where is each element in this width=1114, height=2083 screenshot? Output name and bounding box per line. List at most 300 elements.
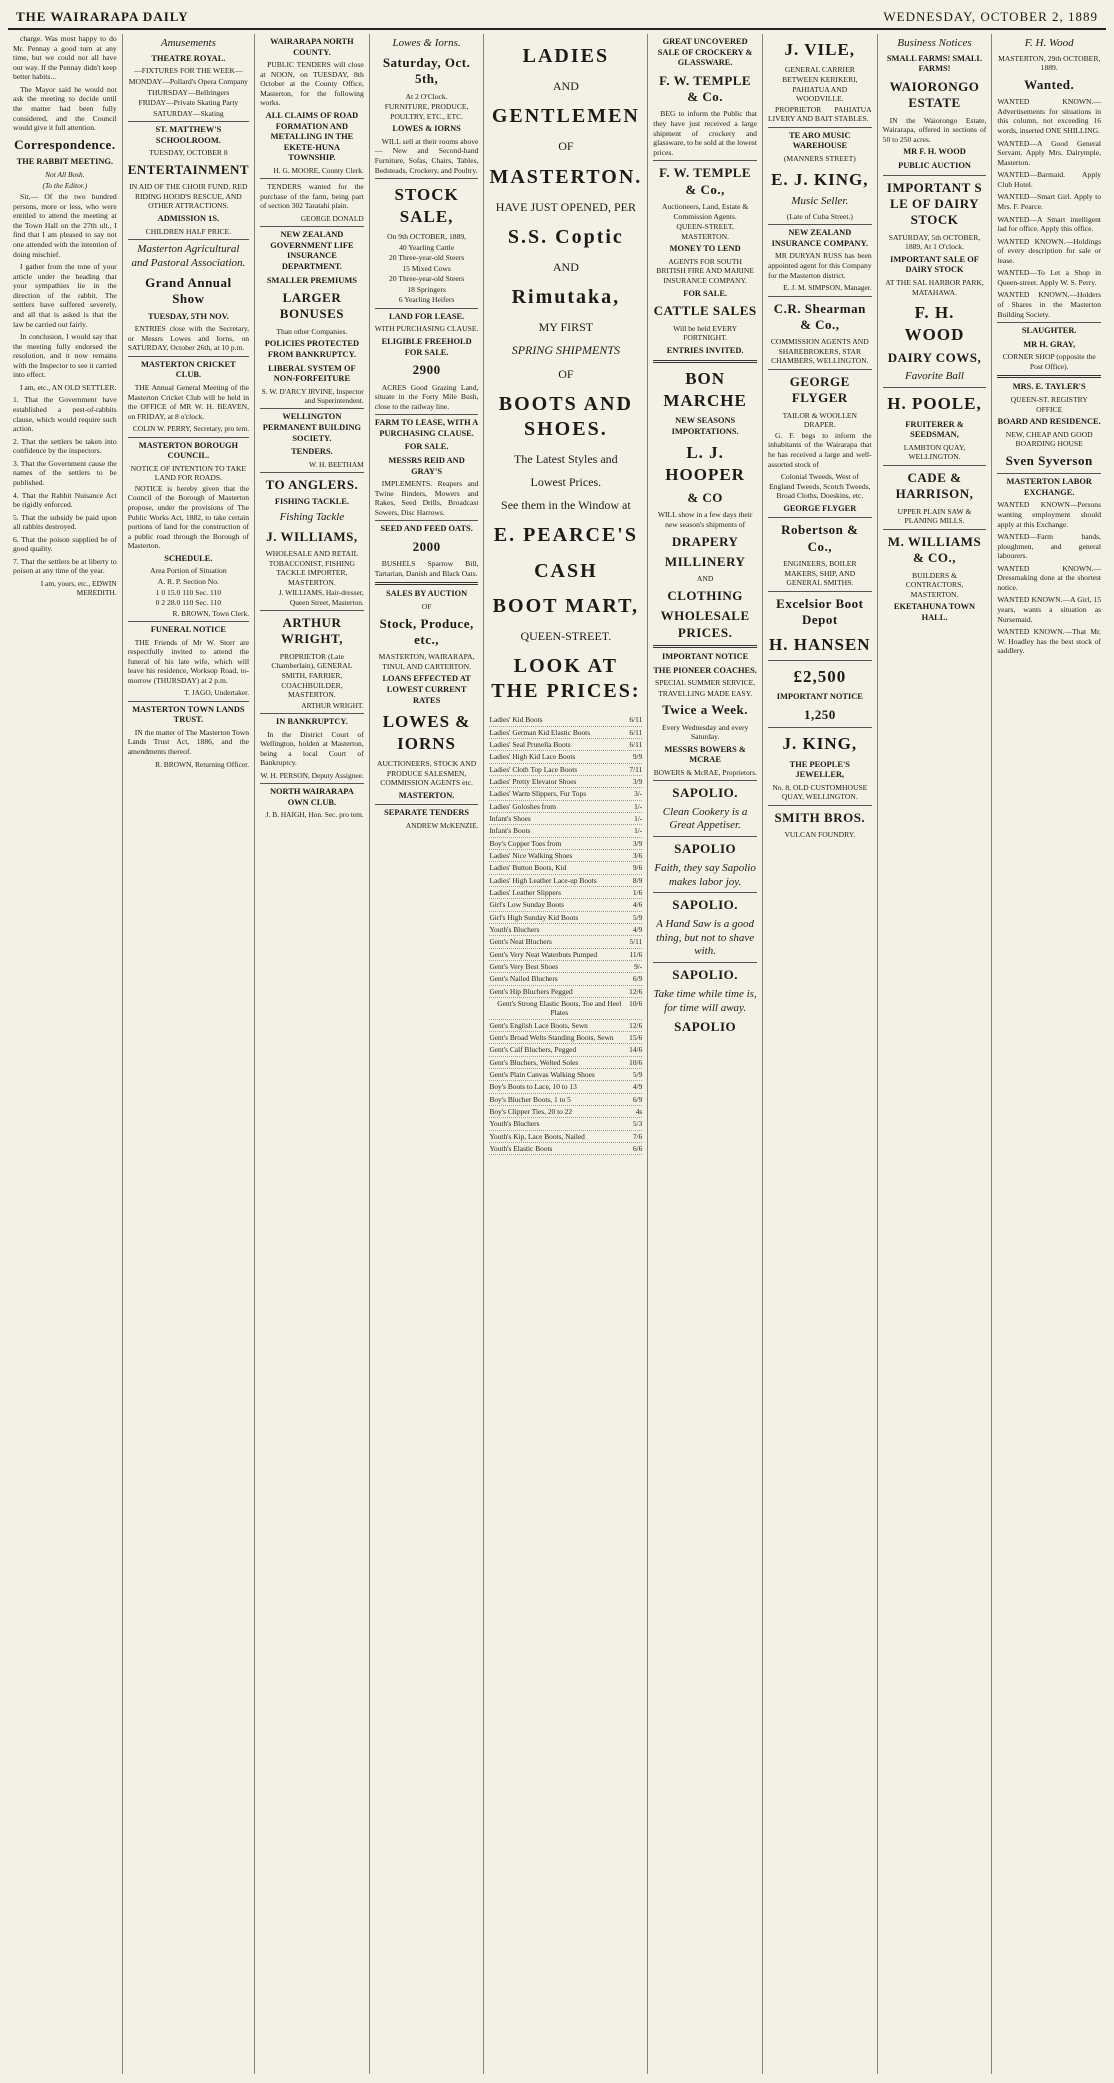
letter-paragraph: I am, etc., AN OLD SETTLER. — [20, 382, 117, 392]
price-value: 1/- — [634, 826, 643, 836]
auctioneers-name: F. W. TEMPLE & Co., — [659, 165, 752, 197]
price-value: 1/- — [634, 814, 643, 824]
price-value: 8/9 — [632, 875, 643, 885]
funeral-title: FUNERAL NOTICE — [150, 625, 226, 635]
firm-roles: AUCTIONEERS, STOCK AND PRODUCE SALESMEN, COMMISSION AGENTS etc. — [376, 759, 477, 788]
land-signature: R. BROWN, Returning Officer. — [155, 759, 250, 769]
price-value: 3/9 — [632, 838, 643, 848]
price-row — [489, 887, 642, 899]
auction-title: PUBLIC AUCTION — [898, 161, 971, 171]
gray-desc: CORNER SHOP (opposite the Post Office). — [1002, 352, 1096, 371]
cade-name: CADE & HARRISON, — [895, 469, 974, 502]
ship-rimutaka: Rimutaka, — [511, 286, 621, 309]
price-item: Boy's Boots to Lace, 10 to 13 — [489, 1082, 577, 1092]
price-item: Girl's High Sunday Kid Boots — [489, 912, 579, 922]
robertson-desc: ENGINEERS, BOILER MAKERS, SHIP, AND GENERAL SMITHS. — [783, 559, 857, 588]
opened-text: HAVE JUST OPENED, PER — [495, 199, 636, 214]
funeral-body: THE Friends of Mr W. Storr are respectfully invited to attend the funeral of his late wife, which will leave his residence, Worksop Road, to-morrow (THURSDAY) at 2 p.m. — [127, 637, 250, 685]
price-item: Ladies' Nice Walking Shoes — [489, 851, 573, 861]
ship-coptic: S.S. Coptic — [507, 225, 624, 248]
price-row — [489, 727, 642, 739]
price-item: Infant's Shoes — [489, 814, 531, 824]
schedule-signature: R. BROWN, Town Clerk. — [172, 608, 250, 618]
reward-amount: £2,500 — [793, 666, 847, 686]
and-text: AND — [552, 260, 579, 275]
price-value: 4/9 — [632, 1082, 643, 1092]
price-item: Youth's Kip, Lace Boots, Nailed — [489, 1131, 585, 1141]
price-value: 3/- — [634, 789, 643, 799]
price-item: Gent's Very Best Shoes — [489, 962, 559, 972]
lease-title: LAND FOR LEASE. — [389, 311, 465, 321]
price-value: 9/9 — [632, 752, 643, 762]
poole-desc: FRUITERER & SEEDSMAN, — [905, 419, 964, 440]
messrs-title: MESSRS REID AND GRAY'S — [388, 455, 465, 476]
point-item: 3. That the Government cause the names of the settlers to be published. — [13, 458, 117, 487]
stock-item: 20 Three-year-old Steers — [388, 253, 465, 263]
column-3 — [255, 34, 370, 2074]
shearman-name: C.R. Shearman & Co., — [773, 300, 866, 332]
divider — [260, 178, 364, 179]
column-5 — [484, 34, 648, 2074]
divider — [375, 804, 479, 805]
and-text: AND — [552, 79, 579, 94]
slaughter: SLAUGHTER. — [1021, 326, 1077, 336]
club-signature: J. B. HAIGH, Hon. Sec. pro tem. — [265, 810, 364, 820]
divider — [768, 369, 872, 370]
sapolio-heading: SAPOLIO — [674, 841, 737, 857]
mart-text: BOOT MART, — [492, 594, 640, 617]
cash-text: CASH — [534, 559, 598, 582]
board: BOARD AND RESIDENCE. — [997, 417, 1101, 427]
school-title: ST. MATTHEW'S SCHOOLROOM. — [155, 125, 222, 145]
auction-items: Stock, Produce, etc., — [379, 615, 474, 647]
twice-a-week: Twice a Week. — [662, 702, 749, 718]
fixtures-heading: —FIXTURES FOR THE WEEK— — [134, 66, 243, 76]
tenders2-title: TENDERS. — [291, 447, 333, 457]
auctioneers-desc: Auctioneers, Land, Estate & Commission Agents. — [662, 202, 749, 221]
price-item: Girl's Low Sunday Boots — [489, 900, 565, 910]
schedule-row: Area Portion of Situation — [150, 566, 227, 576]
bon-marche: BON MARCHE — [663, 369, 747, 410]
price-value: 1/- — [634, 801, 643, 811]
money-to-lend: MONEY TO LEND — [669, 244, 741, 254]
hansen-name: H. HANSEN — [769, 634, 871, 654]
price-row — [489, 862, 642, 874]
price-value: 4/6 — [632, 900, 643, 910]
pioneer-signature: BOWERS & McRAE, Proprietors. — [653, 767, 757, 777]
of-text: OF — [558, 139, 574, 154]
price-row — [489, 751, 642, 763]
insurance-title: NEW ZEALAND GOVERNMENT LIFE INSURANCE DEPARTMENT. — [270, 230, 354, 271]
jking-place: No. 8, OLD CUSTOMHOUSE QUAY, WELLINGTON. — [772, 782, 868, 802]
styles-text: The Latest Styles and — [514, 452, 618, 467]
ladies-heading: LADIES — [522, 45, 610, 67]
school-desc: IN AID OF THE CHOIR FUND. RED RIDING HOOD'S RESCUE, AND OTHER ATTRACTIONS. — [129, 182, 248, 211]
divider — [260, 408, 364, 409]
flygger-goods: Colonial Tweeds, West of England Tweeds, Scotch Tweeds, Broad Cloths, Doeskins, etc. — [769, 472, 871, 501]
shearman-desc: COMMISSION AGENTS AND SHAREBROKERS, STAR CHAMBERS, WELLINGTON. — [770, 337, 869, 366]
insurance-line: LIBERAL SYSTEM OF NON-FORFEITURE — [268, 363, 356, 384]
wanted-item: WANTED—To Let a Shop in Queen-street. Apply W. S. Perry. — [997, 268, 1102, 287]
point-item: 7. That the settlers be at liberty to poison at any time of the year. — [13, 556, 117, 576]
point-item: 2. That the settlers be taken into confidence by the inspectors. — [13, 436, 117, 456]
williams-name: M. WILLIAMS & CO., — [887, 533, 982, 566]
divider — [768, 660, 872, 661]
sapolio-heading: SAPOLIO — [674, 1019, 737, 1035]
price-item: Ladies' Cloth Top Lace Boots — [489, 764, 578, 774]
price-row — [489, 714, 642, 726]
price-value: 7/6 — [632, 1131, 643, 1141]
land-body: IN the matter of The Masterton Town Lands Trust Act, 1886, and the amendments thereof. — [127, 727, 250, 757]
bankruptcy-signature: W. H. PERSON, Deputy Assignee. — [260, 770, 364, 780]
sapolio-heading: SAPOLIO. — [672, 785, 738, 801]
price-row — [489, 986, 642, 998]
society-title: Masterton Agricultural and Pastoral Association. — [131, 243, 246, 270]
wanted-item: WANTED—Smart Girl. Apply to Mrs. F. Pearce. — [997, 192, 1102, 211]
price-row — [489, 1032, 642, 1044]
anglers-heading: TO ANGLERS. — [265, 477, 359, 493]
cattle-sub: Will be held EVERY FORTNIGHT. — [673, 323, 738, 343]
important-notice: IMPORTANT NOTICE — [662, 651, 749, 661]
wanted-item: WANTED KNOWN.—Holders of Shares in the Masterton Building Society. — [997, 290, 1102, 319]
firm-heading: Lowes & Iorns. — [392, 37, 461, 49]
divider — [128, 121, 249, 122]
fishing-sub: Fishing Tackle — [279, 510, 345, 523]
reward-amount-2: 1,250 — [803, 706, 836, 722]
land-title: MASTERTON TOWN LANDS TRUST. — [132, 704, 245, 725]
wood-big: F. H. WOOD — [904, 303, 965, 344]
sapolio-quote: Take time while time is, for time will away. — [653, 987, 757, 1014]
show-date: TUESDAY, 5TH NOV. — [148, 311, 229, 321]
theatre-title: THEATRE ROYAL. — [151, 53, 226, 63]
price-row — [489, 1106, 642, 1118]
price-value: 10/6 — [629, 999, 643, 1008]
column-4 — [370, 34, 485, 2074]
divider — [128, 239, 249, 240]
sapolio-quote: Clean Cookery is a Great Appetiser. — [662, 805, 748, 832]
divider — [768, 517, 872, 518]
sapolio-heading: SAPOLIO. — [672, 897, 738, 913]
summer: SPECIAL SUMMER SERVICE, — [655, 678, 756, 688]
sale-time: At 2 O'Clock. — [405, 91, 448, 101]
acres-body: ACRES Good Grazing Land, situate in the Forty Mile Bush, close to the railway line. — [374, 382, 479, 411]
insurance-line: LARGER BONUSES — [279, 290, 344, 322]
price-value: 6/9 — [632, 1094, 643, 1104]
price-value: 6/11 — [629, 715, 643, 725]
price-item: Youth's Bluchers — [489, 925, 540, 935]
store-name: E. PEARCE'S — [493, 524, 638, 547]
price-item: Ladies' High Kid Lace Boots — [489, 752, 576, 762]
divider — [128, 701, 249, 702]
smith-desc: VULCAN FOUNDRY. — [784, 830, 856, 840]
messrs-bowers: MESSRS BOWERS & MCRAE — [664, 744, 746, 765]
letter-paragraph: In conclusion, I would say that the meeting fully endorsed the resolution, and it now remains with the Inspector to see it carried into effect. — [13, 332, 117, 380]
point-item: 6. That the poison supplied be of good quality. — [13, 534, 117, 554]
exchange-item: WANTED—Farm hands, ploughmen, and general labourers. — [997, 532, 1102, 561]
divider — [653, 160, 757, 161]
price-item: Gent's Plain Canvas Walking Shoes — [489, 1069, 595, 1079]
exchange-item: WANTED KNOWN.—That Mr. W. Hoadley has the best stock of saddlery. — [997, 627, 1102, 656]
sapolio-heading: SAPOLIO. — [672, 967, 738, 983]
wright-name: ARTHUR WRIGHT, — [280, 615, 343, 647]
stock-item: 15 Mixed Cows — [402, 263, 451, 273]
letter-addressee: (To the Editor.) — [42, 180, 88, 190]
registry: QUEEN-ST. REGISTRY OFFICE — [1010, 395, 1088, 414]
sven-name: Sven Syverson — [1005, 452, 1093, 468]
schedule-title: SCHEDULE. — [164, 553, 213, 563]
price-item: Boy's Copper Toes from — [489, 838, 562, 848]
divider — [653, 360, 757, 363]
cricket-title: MASTERTON CRICKET CLUB. — [141, 359, 236, 380]
price-item: Infant's Boots — [489, 826, 531, 836]
wanted-item: WANTED—A Good General Servant. Apply Mrs. Dalrymple, Masterton. — [997, 138, 1102, 167]
mrs-tayler: MRS. E. TAYLER'S — [1012, 382, 1086, 392]
of-text: OF — [558, 366, 574, 381]
borough-title: MASTERTON BOROUGH COUNCIL. — [138, 440, 239, 461]
schedule-row: 0 2 28.0 110 Sec. 110 — [155, 598, 222, 608]
price-value: 5/11 — [629, 937, 643, 947]
divider — [883, 175, 987, 176]
divider — [997, 473, 1101, 474]
wright-desc: PROPRIETOR (Late Chamberlain), GENERAL SMITH, FARRIER, COACHBUILDER, MASTERTON. — [271, 651, 353, 700]
divider — [260, 783, 364, 784]
column-8 — [878, 34, 993, 2074]
price-item: Ladies' Seal Prunella Boots — [489, 740, 571, 750]
price-item: Boy's Blucher Boots, 1 to 5 — [489, 1094, 571, 1104]
newspaper-title: THE WAIRARAPA DAILY — [16, 9, 189, 24]
jking-name: J. KING, — [782, 734, 858, 754]
fishing-heading: FISHING TACKLE. — [274, 497, 349, 507]
wanted-item: WANTED—Barmaid. Apply Club Hotel. — [997, 170, 1102, 189]
price-row — [489, 801, 642, 813]
price-value: 12/6 — [629, 1020, 643, 1030]
sapolio-quote: A Hand Saw is a good thing, but not to shave with. — [656, 917, 755, 958]
price-item: Boy's Clipper Ties, 20 to 22 — [489, 1106, 573, 1116]
insurance-line: Than other Companies. — [276, 326, 348, 336]
sale-items: FURNITURE, PRODUCE, POULTRY, ETC., ETC. — [384, 102, 469, 121]
dairy-title: IMPORTANT SALE OF DAIRY STOCK — [890, 254, 979, 275]
price-value: 1/6 — [632, 888, 643, 898]
date-line: SATURDAY, 5th OCTOBER, 1889, At 1 O'clock. — [888, 232, 981, 252]
exchange-title: MASTERTON LABOR EXCHANGE. — [1006, 477, 1092, 497]
hotel-text: AT THE SAL HARBOR PARK, MATAHAWA. — [885, 278, 984, 297]
cricket-body: THE Annual General Meeting of the Masterton Cricket Club will be held in the OFFICE of MR W. H. BEAVEN, on FRIDAY, at 8 o'clock. — [127, 383, 250, 421]
robertson-name: Robertson & Co., — [781, 522, 859, 554]
insurance-line: POLICIES PROTECTED FROM BANKRUPTCY. — [264, 339, 360, 359]
poole-place: LAMBTON QUAY, WELLINGTON. — [903, 442, 966, 462]
price-item: Ladies' Kid Boots — [489, 715, 543, 725]
price-row — [489, 949, 642, 961]
price-row — [489, 973, 642, 985]
insurance-title: NEW ZEALAND INSURANCE COMPANY. — [771, 228, 868, 248]
repairs-signature: H. G. MOORE, County Clerk. — [273, 165, 364, 175]
estate-title: WAIORONGO ESTATE — [889, 79, 980, 111]
price-value: 6/11 — [629, 727, 643, 737]
insurance-signature: S. W. D'ARCY IRVINE, Inspector and Superintendent. — [261, 386, 364, 406]
price-item: Gent's Strong Elastic Boots, Toe and Heel Plates — [497, 999, 622, 1018]
boots-shoes: BOOTS AND SHOES. — [498, 392, 633, 440]
price-row — [489, 961, 642, 973]
cricket-signature: COLIN W. PERRY, Secretary, pro tem. — [132, 424, 250, 434]
price-row — [489, 924, 642, 936]
columns — [8, 34, 1106, 2074]
divider — [653, 892, 757, 893]
vile-desc: GENERAL CARRIER BETWEEN KERIKERI, PAHIATUA AND WOODVILLE. — [782, 65, 858, 104]
price-row — [489, 1118, 642, 1130]
price-item: Gent's Hip Bluchers Pegged — [489, 986, 573, 996]
exchange-item: WANTED KNOWN—Persons wanting employment should apply at this Exchange. — [997, 500, 1102, 529]
agents-text: AGENTS FOR SOUTH BRITISH FIRE AND MARINE INSURANCE COMPANY. — [656, 256, 754, 285]
price-row — [489, 1069, 642, 1081]
price-item: Youth's Elastic Boots — [489, 1143, 553, 1153]
price-item: Gent's Calf Bluchers, Pegged — [489, 1045, 577, 1055]
hooper-body: WILL show in a few days their new season's shipments of — [657, 510, 753, 529]
price-value: 4/9 — [632, 925, 643, 935]
farm-title: FARM TO LEASE, WITH A PURCHASING CLAUSE. — [374, 418, 479, 438]
price-value: 10/6 — [629, 1057, 643, 1067]
price-row — [489, 739, 642, 751]
firm-big: LOWES & IORNS — [382, 712, 471, 753]
eketahuna: EKETAHUNA TOWN HALL. — [893, 602, 976, 622]
exchange-item: WANTED KNOWN.—A Girl, 15 years, wants a situation as Nursemaid. — [997, 595, 1102, 624]
price-row — [489, 899, 642, 911]
fixture-item: THURSDAY—Bellringers — [147, 87, 230, 97]
divider — [260, 226, 364, 227]
tenders-signature: GEORGE DONALD — [300, 213, 364, 223]
county-title: WAIRARAPA NORTH COUNTY. — [270, 37, 354, 57]
wanted-item: WANTED—A Smart intelligent lad for office. Apply this office. — [997, 214, 1102, 234]
divider — [260, 610, 364, 611]
funeral-signature: T. JAGO, Undertaker. — [184, 688, 250, 698]
flygger-name: GEORGE FLYGER — [789, 373, 850, 406]
price-value: 3/6 — [632, 851, 643, 861]
drapery: DRAPERY — [671, 533, 739, 549]
exchange-item: WANTED KNOWN.—Dressmaking done at the shortest notice. — [997, 563, 1102, 592]
price-value: 5/9 — [632, 912, 643, 922]
club-title: NORTH WAIRARAPA OWN CLUB. — [269, 787, 354, 807]
letter-subtitle: Not All Bosh. — [45, 169, 85, 179]
bankruptcy-title: IN BANKRUPTCY. — [275, 717, 348, 726]
freehold-title: ELIGIBLE FREEHOLD FOR SALE. — [381, 337, 472, 357]
cade-desc: UPPER PLAIN SAW & PLANING MILLS. — [897, 506, 972, 526]
divider — [883, 387, 987, 388]
wholesale: WHOLESALE PRICES. — [660, 608, 750, 640]
hooper-co: & CO — [687, 490, 723, 505]
cheap-board: NEW, CHEAP AND GOOD BOARDING HOUSE — [1005, 429, 1093, 449]
music-title: TE ARO MUSIC WAREHOUSE — [789, 130, 851, 151]
admission: ADMISSION 1S. — [157, 214, 220, 224]
price-item: Ladies' Pretty Elevator Shoes — [489, 777, 577, 787]
price-item: Ladies' Leather Slippers — [489, 888, 561, 898]
williams-name: J. WILLIAMS, — [266, 528, 358, 544]
divider — [375, 414, 479, 415]
price-row — [489, 764, 642, 776]
stock-item: 20 Three-year-old Steers — [388, 274, 465, 284]
tenders2-signature: W. H. BEETHAM — [309, 459, 364, 469]
agent-signature: E. J. M. SIMPSON, Manager. — [783, 283, 872, 293]
price-value: 14/6 — [629, 1045, 643, 1055]
price-value: 6/11 — [629, 740, 643, 750]
price-row — [489, 788, 642, 800]
price-row — [489, 838, 642, 850]
price-row — [489, 1143, 642, 1155]
borough-subtitle: NOTICE OF INTENTION TO TAKE LAND FOR ROADS. — [130, 463, 247, 483]
travelling: TRAVELLING MADE EASY. — [658, 688, 753, 698]
crockery-heading: GREAT UNCOVERED SALE OF CROCKERY & GLASSWARE. — [657, 37, 753, 68]
coaches: THE PIONEER COACHES. — [653, 665, 757, 675]
millinery: MILLINERY — [664, 553, 746, 569]
county-body: PUBLIC TENDERS will close at NOON, on TUESDAY, 8th October at the County Office, Masterton, for the following works. — [260, 60, 364, 108]
small-farms: SMALL FARMS! SMALL FARMS! — [886, 53, 983, 74]
williams-desc: WHOLESALE AND RETAIL TOBACCONIST, FISHING TACKLE IMPORTER, MASTERTON. — [265, 549, 359, 587]
stock-title: STOCK SALE, — [394, 185, 459, 226]
sapolio-quote: Faith, they say Sapolio makes labor joy. — [654, 861, 756, 888]
price-value: 6/6 — [632, 1143, 643, 1153]
hooper-name: L. J. HOOPER — [665, 443, 745, 484]
divider — [768, 727, 872, 728]
estate-body: IN the Waiorongo Estate, Wairarapa, offered in sections of 50 to 250 acres. — [882, 115, 987, 144]
divider — [260, 472, 364, 473]
article-paragraph: The Mayor said he would not ask the meeting to decide until the matter had been fully considered, and the Council would give it full attention. — [13, 84, 117, 133]
gentlemen-heading: GENTLEMEN — [491, 105, 640, 128]
divider — [653, 962, 757, 963]
entries: ENTRIES INVITED. — [666, 345, 744, 355]
divider — [768, 805, 872, 806]
coach-body: Every Wednesday and every Saturday. — [661, 722, 749, 742]
children-price: CHILDREN HALF PRICE. — [145, 226, 232, 236]
vile-name: J. VILE, — [784, 40, 856, 59]
sale-date: Saturday, Oct. 5th, — [382, 54, 471, 87]
divider — [997, 322, 1101, 323]
divider — [375, 520, 479, 521]
stock-item: 18 Springers — [407, 284, 446, 294]
divider — [883, 465, 987, 466]
auction-of: OF — [421, 602, 432, 612]
window-text: See them in the Window at — [501, 498, 631, 513]
price-row — [489, 998, 642, 1020]
town-heading: MASTERTON. — [489, 165, 643, 188]
show-title: Grand Annual Show — [145, 274, 232, 307]
price-row — [489, 1020, 642, 1032]
price-value: 9/- — [634, 962, 643, 972]
price-row — [489, 1057, 642, 1069]
price-row — [489, 875, 642, 887]
price-row — [489, 912, 642, 924]
auctioneers-place: QUEEN-STREET, MASTERTON. — [676, 222, 734, 241]
divider — [653, 780, 757, 781]
point-item: 1. That the Government have established a pest-of-rabbits clause, which would require such action. — [13, 395, 117, 434]
seed-title: SEED AND FEED OATS. — [380, 524, 473, 534]
section-title: Correspondence. — [14, 136, 116, 152]
king-desc: Music Seller. — [791, 194, 849, 207]
price-item: Gent's English Lace Boots, Sewn — [489, 1020, 588, 1030]
article-paragraph: charge. Was most happy to do Mr. Pennay a good turn at any time, but we could not all have our way. If the Pennay didn't keep better habits... — [13, 34, 117, 82]
temple-name: F. W. TEMPLE & Co. — [659, 72, 752, 105]
flygger-signature: GEORGE FLYGER — [783, 503, 857, 513]
williams-desc: BUILDERS & CONTRACTORS, MASTERTON. — [905, 570, 964, 599]
firm-town: MASTERTON. — [398, 790, 455, 800]
price-item: Gent's Neat Bluchers — [489, 937, 552, 947]
wright-signature: ARTHUR WRIGHT. — [301, 700, 364, 710]
price-value: 11/6 — [629, 949, 643, 959]
divider — [997, 375, 1101, 378]
bankruptcy-body: In the District Court of Wellington, holden at Masterton, being a local Court of Bankruptcy. — [260, 729, 364, 768]
price-row — [489, 850, 642, 862]
fixture-item: MONDAY—Pollard's Opera Company — [128, 77, 248, 86]
point-item: 5. That the subsidy be paid upon all rabbits destroyed. — [13, 512, 117, 532]
masthead — [8, 6, 1106, 30]
reward-title: IMPORTANT NOTICE — [776, 692, 863, 702]
